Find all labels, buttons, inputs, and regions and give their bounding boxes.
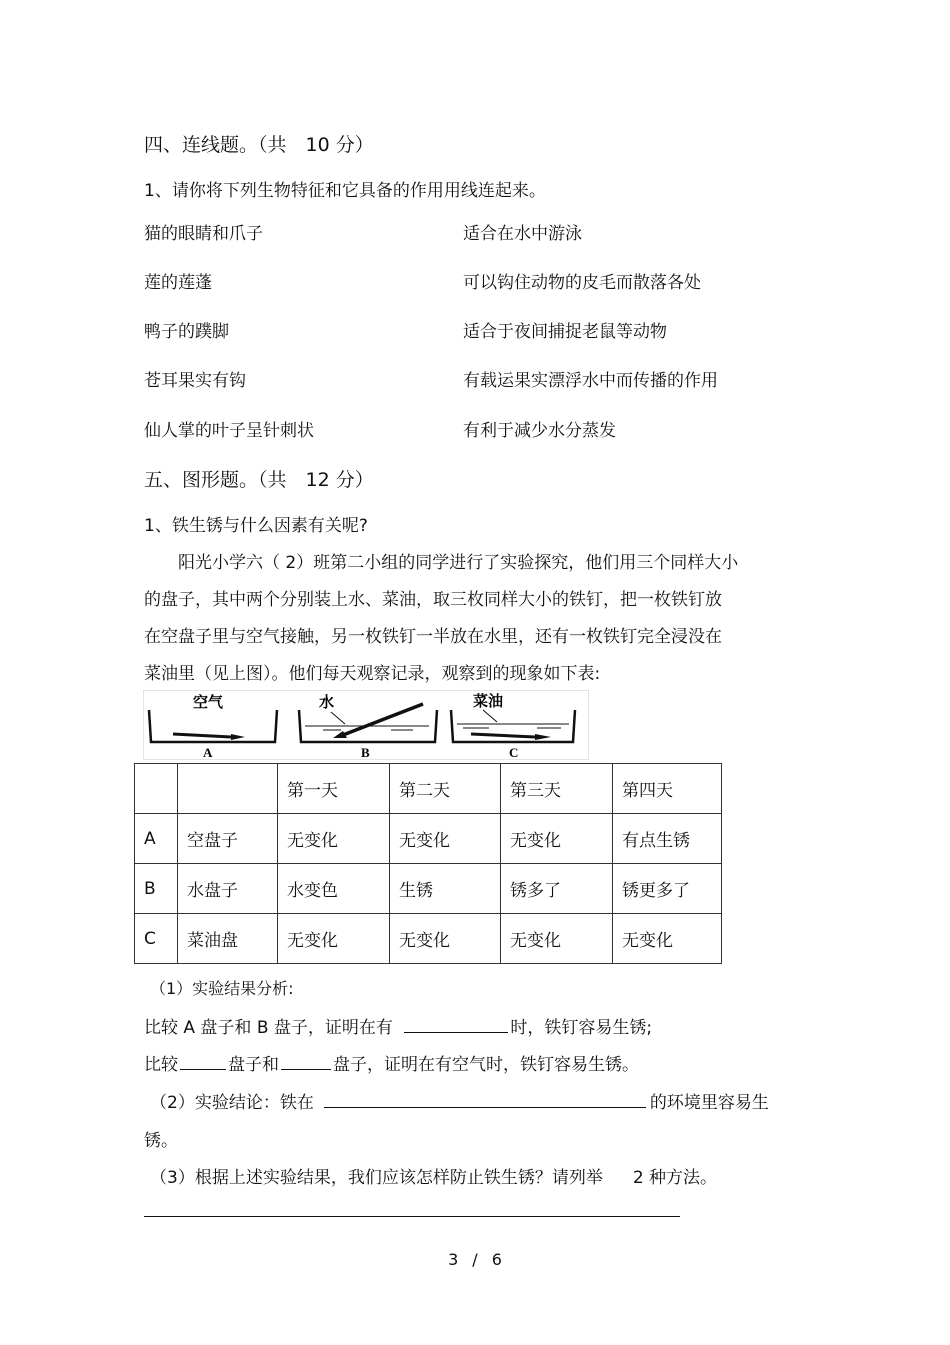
right-item: 适合于夜间捕捉老鼠等动物 (463, 322, 667, 342)
figure-label-oil: 菜油 (473, 693, 504, 710)
table-cell: 空盘子 (178, 814, 278, 864)
table-header-cell: 第三天 (501, 764, 613, 814)
answer-blank[interactable] (180, 1051, 226, 1070)
analysis-line-1 (144, 1013, 652, 1038)
paragraph-line: 在空盘子里与空气接触，另一枚铁钉一半放在水里，还有一枚铁钉完全浸没在 (144, 627, 722, 647)
table-cell: 生锈 (390, 864, 501, 914)
answer-line[interactable] (144, 1216, 680, 1217)
answer-blank[interactable] (324, 1089, 646, 1108)
table-cell: 水变色 (278, 864, 390, 914)
table-row (135, 914, 722, 964)
table-header-cell: 第四天 (613, 764, 722, 814)
analysis-label: （1）实验结果分析: (150, 979, 294, 998)
prevention-line (150, 1163, 717, 1188)
table-row (135, 864, 722, 914)
analysis-line-2-text: 盘子，证明在有空气时，铁钉容易生锈。 (333, 1055, 639, 1075)
table-cell: 无变化 (390, 814, 501, 864)
analysis-line-2-text: 盘子和 (228, 1055, 279, 1075)
right-item: 适合在水中游泳 (463, 224, 582, 244)
paragraph-line: 阳光小学六（ 2）班第二小组的同学进行了实验探究，他们用三个同样大小 (178, 553, 739, 573)
figure-letter-c: C (509, 745, 519, 760)
figure-label-air: 空气 (193, 694, 224, 711)
analysis-line-1-text: 比较 A 盘子和 B 盘子，证明在有 (144, 1018, 393, 1038)
analysis-line-2 (144, 1050, 639, 1075)
prevention-text: 2 种方法。 (632, 1168, 718, 1188)
paragraph-line: 的盘子，其中两个分别装上水、菜油，取三枚同样大小的铁钉，把一枚铁钉放 (144, 590, 722, 610)
page-number (0, 1250, 950, 1269)
conclusion-text: 的环境里容易生 (649, 1093, 769, 1113)
analysis-line-2-text: 比较 (144, 1055, 178, 1075)
figure-letter-a: A (203, 745, 213, 760)
conclusion-text: （2）实验结论：铁在 (150, 1093, 314, 1113)
table-cell: 无变化 (390, 914, 501, 964)
table-cell: B (135, 864, 178, 914)
answer-blank[interactable] (404, 1014, 508, 1033)
section5-heading: 五、图形题。（共 12 分） (144, 469, 374, 491)
page-separator: / (472, 1250, 478, 1269)
section4-heading: 四、连线题。（共 10 分） (144, 134, 374, 156)
left-item: 苍耳果实有钩 (144, 371, 246, 391)
current-page: 3 (448, 1250, 459, 1269)
total-pages: 6 (491, 1250, 502, 1269)
section5-question: 1、铁生锈与什么因素有关呢? (144, 516, 368, 536)
analysis-line-1-text: 时，铁钉容易生锈; (510, 1018, 653, 1038)
table-cell: C (135, 914, 178, 964)
prevention-text: （3）根据上述实验结果，我们应该怎样防止铁生锈？请列举 (150, 1168, 603, 1188)
left-item: 仙人掌的叶子呈针刺状 (144, 421, 314, 441)
figure-letter-b: B (361, 745, 370, 760)
table-header-row (135, 764, 722, 814)
left-item: 猫的眼睛和爪子 (144, 224, 263, 244)
table-cell: 无变化 (278, 914, 390, 964)
table-header-cell: 第一天 (278, 764, 390, 814)
table-header-cell (135, 764, 178, 814)
table-header-cell: 第二天 (390, 764, 501, 814)
right-item: 有利于减少水分蒸发 (463, 421, 616, 441)
left-item: 莲的莲蓬 (144, 273, 212, 293)
experiment-figure (143, 690, 589, 760)
conclusion-continuation: 锈。 (144, 1131, 178, 1151)
table-cell: 无变化 (501, 814, 613, 864)
section4-question: 1、请你将下列生物特征和它具备的作用用线连起来。 (144, 181, 546, 201)
answer-blank[interactable] (281, 1051, 331, 1070)
table-row (135, 814, 722, 864)
table-cell: 有点生锈 (613, 814, 722, 864)
table-cell: 锈更多了 (613, 864, 722, 914)
figure-label-water: 水 (319, 694, 335, 711)
right-item: 可以钩住动物的皮毛而散落各处 (463, 273, 701, 293)
table-cell: 水盘子 (178, 864, 278, 914)
right-item: 有载运果实漂浮水中而传播的作用 (463, 371, 718, 391)
table-cell: 无变化 (501, 914, 613, 964)
paragraph-line: 菜油里（见上图）。他们每天观察记录，观察到的现象如下表: (144, 664, 601, 684)
table-header-cell (178, 764, 278, 814)
observation-table (134, 763, 722, 964)
conclusion-line (150, 1088, 769, 1113)
table-cell: 菜油盘 (178, 914, 278, 964)
left-item: 鸭子的蹼脚 (144, 322, 229, 342)
table-cell: A (135, 814, 178, 864)
table-cell: 锈多了 (501, 864, 613, 914)
table-cell: 无变化 (613, 914, 722, 964)
table-cell: 无变化 (278, 814, 390, 864)
